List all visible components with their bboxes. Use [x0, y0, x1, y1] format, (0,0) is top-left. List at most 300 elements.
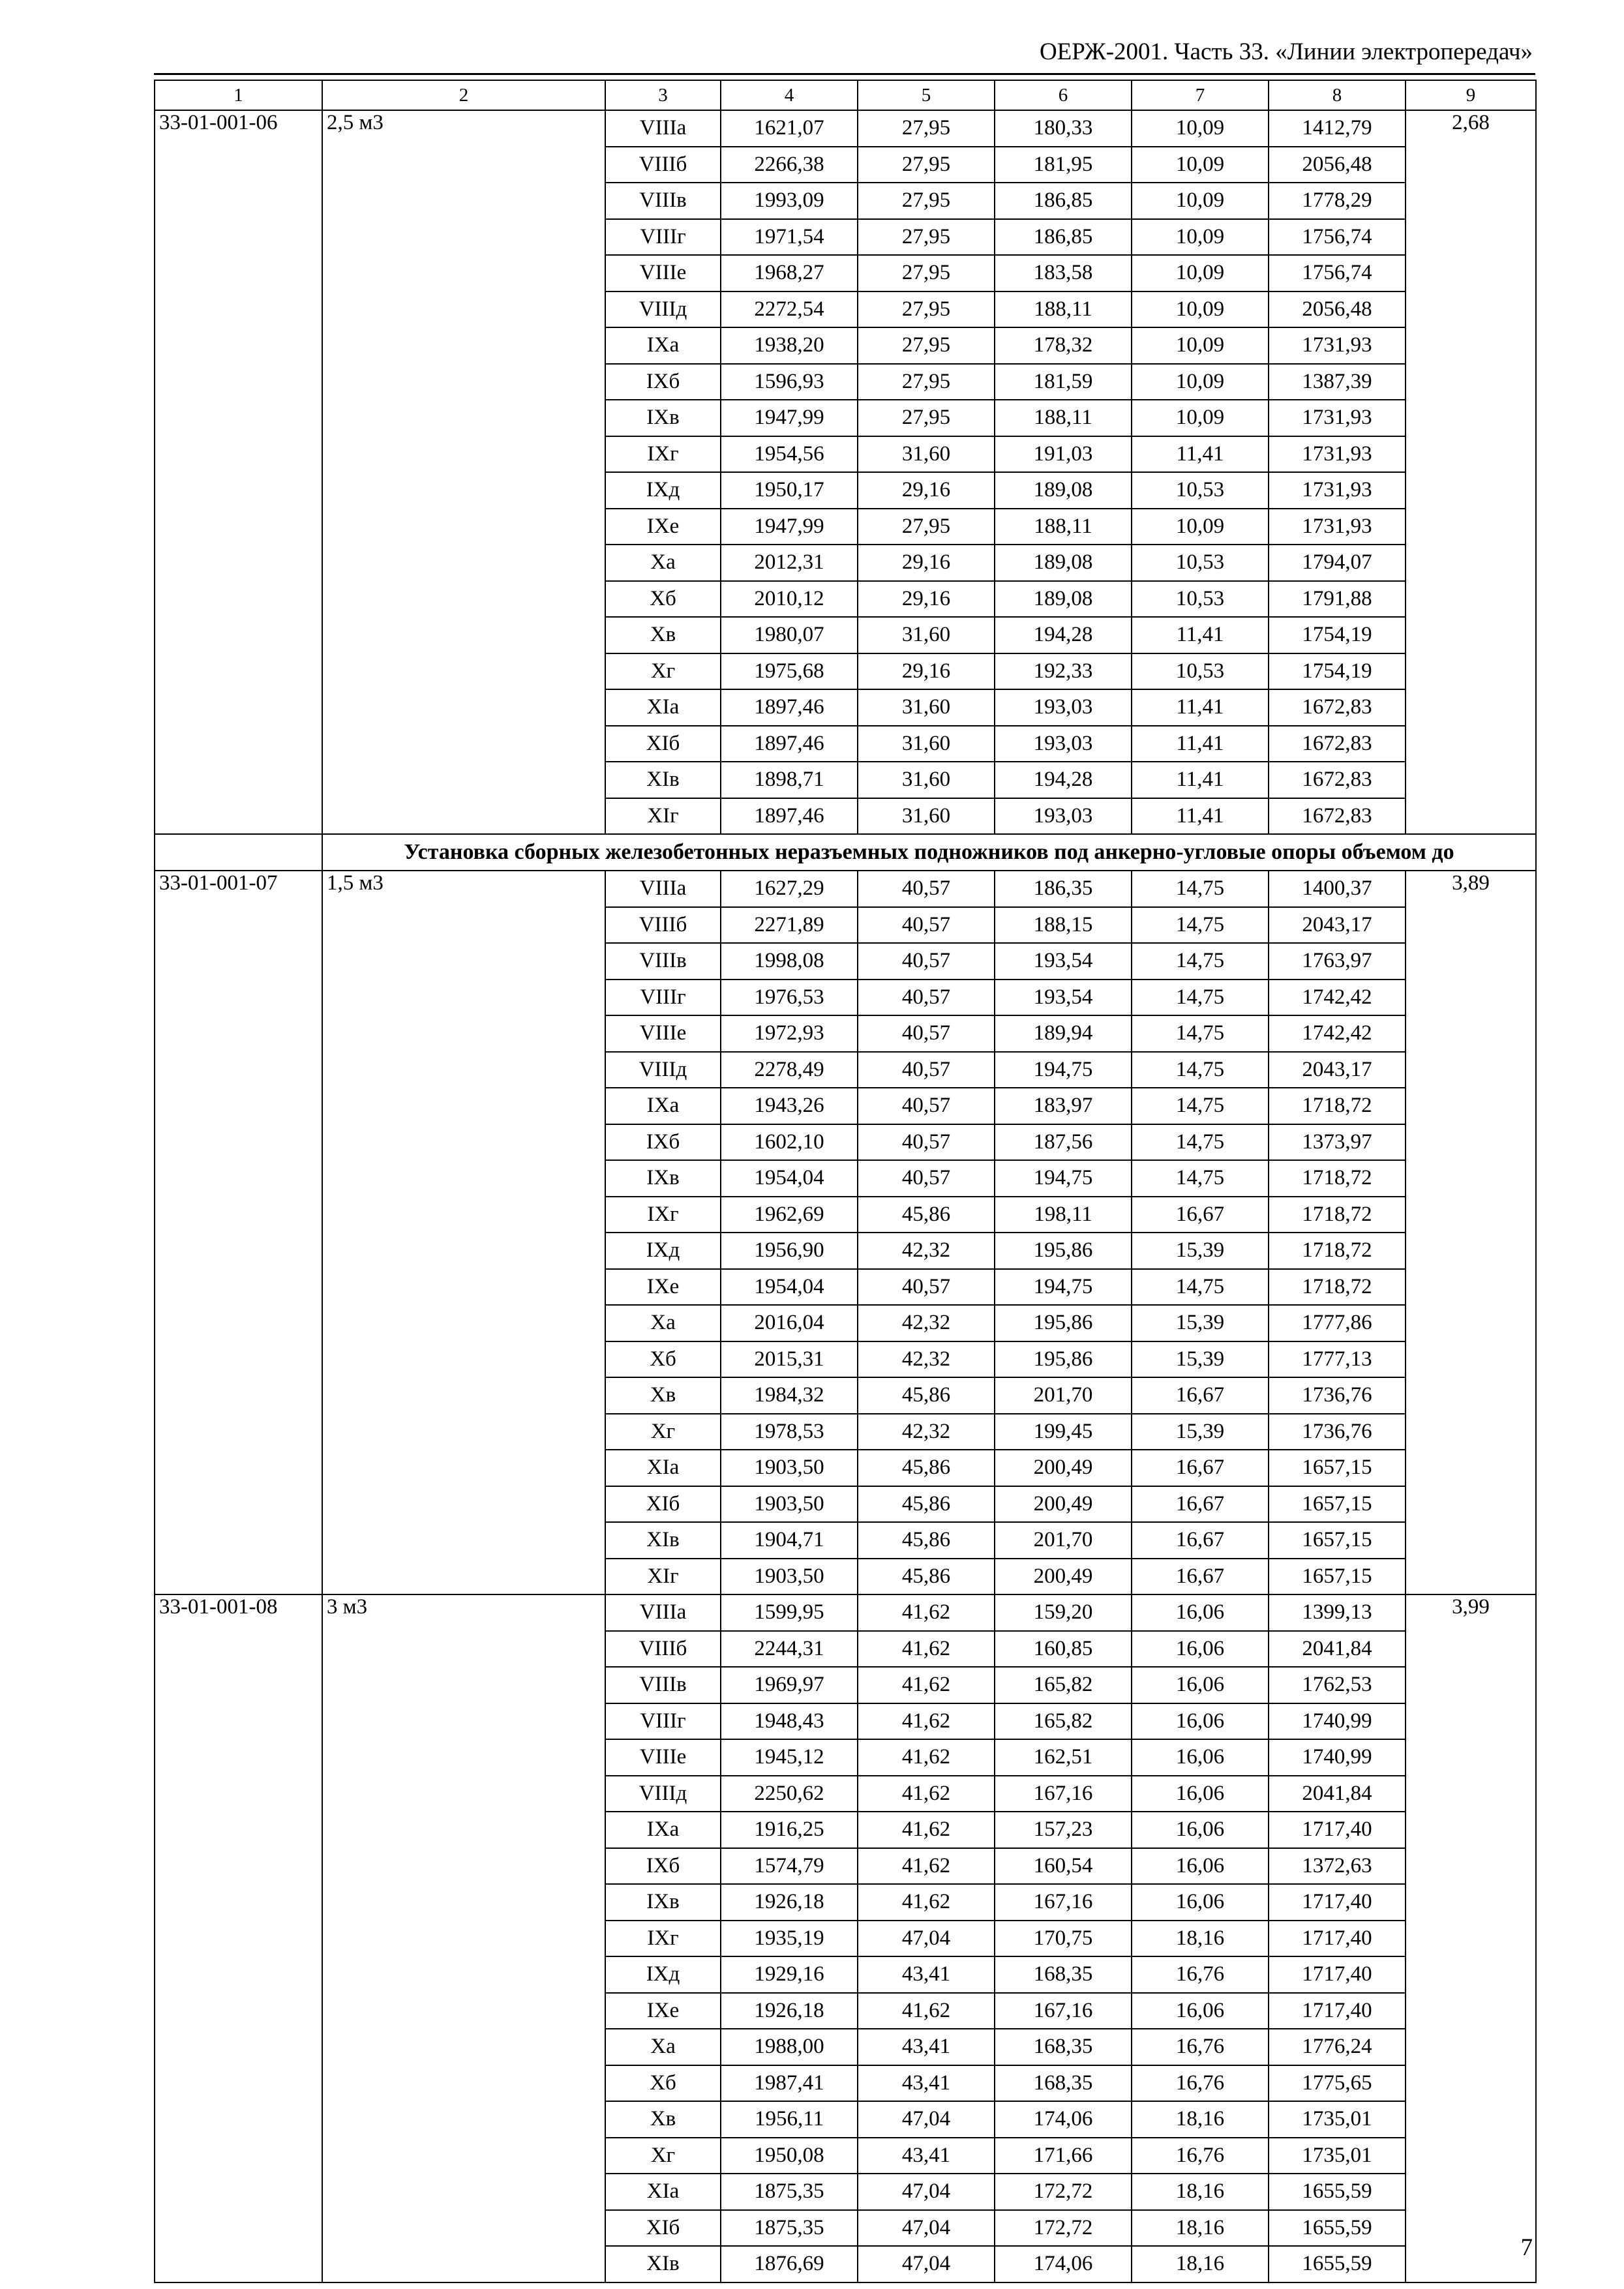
rate-volume: 3 м3: [322, 1594, 605, 2282]
zone-cell: XIб: [605, 2210, 721, 2247]
value-cell: 1574,79: [721, 1848, 858, 1885]
value-cell: 1903,50: [721, 1450, 858, 1486]
value-cell: 1742,42: [1269, 1015, 1406, 1052]
value-cell: 159,20: [995, 1594, 1132, 1631]
zone-cell: XIв: [605, 2246, 721, 2282]
value-cell: 189,08: [995, 581, 1132, 618]
zone-cell: VIIIа: [605, 110, 721, 147]
value-cell: 18,16: [1132, 2174, 1269, 2210]
value-cell: 41,62: [858, 1703, 995, 1740]
value-cell: 40,57: [858, 1052, 995, 1088]
value-cell: 1717,40: [1269, 1956, 1406, 1993]
zone-cell: IXд: [605, 1233, 721, 1269]
column-header: 7: [1132, 80, 1269, 110]
value-cell: 1971,54: [721, 219, 858, 256]
zone-cell: Xв: [605, 617, 721, 653]
value-cell: 40,57: [858, 1015, 995, 1052]
value-cell: 1903,50: [721, 1486, 858, 1523]
value-cell: 1756,74: [1269, 219, 1406, 256]
value-cell: 194,28: [995, 617, 1132, 653]
value-cell: 27,95: [858, 110, 995, 147]
value-cell: 41,62: [858, 1667, 995, 1703]
value-cell: 43,41: [858, 1956, 995, 1993]
value-cell: 162,51: [995, 1739, 1132, 1776]
value-cell: 14,75: [1132, 1269, 1269, 1306]
zone-cell: VIIIа: [605, 1594, 721, 1631]
value-cell: 11,41: [1132, 798, 1269, 835]
value-cell: 1736,76: [1269, 1414, 1406, 1450]
value-cell: 1876,69: [721, 2246, 858, 2282]
value-cell: 16,06: [1132, 1594, 1269, 1631]
value-cell: 16,76: [1132, 2029, 1269, 2065]
value-cell: 11,41: [1132, 762, 1269, 798]
value-cell: 1372,63: [1269, 1848, 1406, 1885]
value-cell: 1399,13: [1269, 1594, 1406, 1631]
value-cell: 16,06: [1132, 1631, 1269, 1668]
value-cell: 47,04: [858, 2101, 995, 2138]
value-cell: 172,72: [995, 2210, 1132, 2247]
value-cell: 47,04: [858, 1921, 995, 1957]
zone-cell: VIIIе: [605, 255, 721, 292]
value-cell: 1962,69: [721, 1197, 858, 1233]
value-cell: 1950,17: [721, 472, 858, 509]
value-cell: 193,54: [995, 980, 1132, 1016]
value-cell: 1775,65: [1269, 2065, 1406, 2102]
value-cell: 16,06: [1132, 1848, 1269, 1885]
value-cell: 41,62: [858, 1594, 995, 1631]
value-cell: 178,32: [995, 327, 1132, 364]
value-cell: 1897,46: [721, 726, 858, 762]
zone-cell: XIа: [605, 1450, 721, 1486]
value-cell: 200,49: [995, 1559, 1132, 1595]
value-cell: 42,32: [858, 1305, 995, 1341]
value-cell: 1926,18: [721, 1993, 858, 2029]
value-cell: 16,06: [1132, 1739, 1269, 1776]
value-cell: 188,11: [995, 292, 1132, 328]
value-cell: 195,86: [995, 1341, 1132, 1378]
value-cell: 1740,99: [1269, 1739, 1406, 1776]
value-cell: 1763,97: [1269, 943, 1406, 980]
value-cell: 31,60: [858, 798, 995, 835]
column-header: 3: [605, 80, 721, 110]
value-cell: 27,95: [858, 147, 995, 183]
zone-cell: IXг: [605, 1921, 721, 1957]
value-cell: 10,53: [1132, 653, 1269, 690]
value-cell: 40,57: [858, 871, 995, 907]
zone-cell: VIIIв: [605, 183, 721, 219]
value-cell: 1718,72: [1269, 1233, 1406, 1269]
column-header: 4: [721, 80, 858, 110]
value-cell: 15,39: [1132, 1233, 1269, 1269]
value-cell: 45,86: [858, 1377, 995, 1414]
value-cell: 1926,18: [721, 1884, 858, 1921]
value-cell: 1627,29: [721, 871, 858, 907]
value-cell: 43,41: [858, 2065, 995, 2102]
value-cell: 43,41: [858, 2029, 995, 2065]
value-cell: 1731,93: [1269, 400, 1406, 436]
value-cell: 2012,31: [721, 545, 858, 581]
value-cell: 45,86: [858, 1486, 995, 1523]
zone-cell: IXг: [605, 436, 721, 473]
value-cell: 2016,04: [721, 1305, 858, 1341]
value-cell: 40,57: [858, 1124, 995, 1161]
value-cell: 174,06: [995, 2246, 1132, 2282]
value-cell: 1717,40: [1269, 1884, 1406, 1921]
value-cell: 40,57: [858, 943, 995, 980]
value-cell: 16,67: [1132, 1377, 1269, 1414]
value-cell: 187,56: [995, 1124, 1132, 1161]
value-cell: 194,28: [995, 762, 1132, 798]
value-cell: 27,95: [858, 327, 995, 364]
value-cell: 16,67: [1132, 1450, 1269, 1486]
value-cell: 1776,24: [1269, 2029, 1406, 2065]
value-cell: 16,67: [1132, 1197, 1269, 1233]
zone-cell: IXв: [605, 400, 721, 436]
zone-cell: IXа: [605, 327, 721, 364]
value-cell: 41,62: [858, 1739, 995, 1776]
value-cell: 193,03: [995, 726, 1132, 762]
value-cell: 1736,76: [1269, 1377, 1406, 1414]
value-cell: 14,75: [1132, 1052, 1269, 1088]
value-cell: 27,95: [858, 183, 995, 219]
value-cell: 16,76: [1132, 1956, 1269, 1993]
value-cell: 2056,48: [1269, 147, 1406, 183]
value-cell: 18,16: [1132, 2101, 1269, 2138]
column-header: 9: [1406, 80, 1536, 110]
value-cell: 1655,59: [1269, 2210, 1406, 2247]
value-cell: 1387,39: [1269, 364, 1406, 400]
value-cell: 191,03: [995, 436, 1132, 473]
value-cell: 31,60: [858, 689, 995, 726]
value-cell: 45,86: [858, 1559, 995, 1595]
zone-cell: IXб: [605, 364, 721, 400]
value-cell: 1947,99: [721, 509, 858, 545]
value-cell: 2010,12: [721, 581, 858, 618]
value-cell: 199,45: [995, 1414, 1132, 1450]
value-cell: 43,41: [858, 2138, 995, 2174]
value-cell: 1718,72: [1269, 1160, 1406, 1197]
value-cell: 47,04: [858, 2174, 995, 2210]
value-cell: 2041,84: [1269, 1776, 1406, 1812]
value-cell: 1898,71: [721, 762, 858, 798]
zone-cell: VIIIе: [605, 1739, 721, 1776]
value-cell: 47,04: [858, 2246, 995, 2282]
value-cell: 1998,08: [721, 943, 858, 980]
value-cell: 189,08: [995, 472, 1132, 509]
value-cell: 194,75: [995, 1052, 1132, 1088]
value-cell: 167,16: [995, 1993, 1132, 2029]
zone-cell: VIIIб: [605, 907, 721, 944]
zone-cell: Xа: [605, 1305, 721, 1341]
value-cell: 41,62: [858, 1776, 995, 1812]
value-cell: 188,15: [995, 907, 1132, 944]
value-cell: 1945,12: [721, 1739, 858, 1776]
value-cell: 29,16: [858, 472, 995, 509]
value-cell: 1718,72: [1269, 1269, 1406, 1306]
value-cell: 1777,86: [1269, 1305, 1406, 1341]
zone-cell: Xб: [605, 2065, 721, 2102]
zone-cell: IXе: [605, 509, 721, 545]
value-cell: 180,33: [995, 110, 1132, 147]
value-cell: 29,16: [858, 545, 995, 581]
value-cell: 1778,29: [1269, 183, 1406, 219]
zone-cell: Xа: [605, 545, 721, 581]
table-row: [155, 1594, 1536, 1631]
value-cell: 10,09: [1132, 509, 1269, 545]
value-cell: 1904,71: [721, 1522, 858, 1559]
value-cell: 18,16: [1132, 2246, 1269, 2282]
value-cell: 16,67: [1132, 1559, 1269, 1595]
value-cell: 1373,97: [1269, 1124, 1406, 1161]
header-divider: [154, 73, 1535, 75]
value-cell: 1672,83: [1269, 689, 1406, 726]
value-cell: 1777,13: [1269, 1341, 1406, 1378]
value-cell: 1731,93: [1269, 327, 1406, 364]
value-cell: 171,66: [995, 2138, 1132, 2174]
value-cell: 47,04: [858, 2210, 995, 2247]
value-cell: 1754,19: [1269, 653, 1406, 690]
value-cell: 1956,90: [721, 1233, 858, 1269]
value-cell: 1968,27: [721, 255, 858, 292]
zone-cell: IXе: [605, 1993, 721, 2029]
value-cell: 195,86: [995, 1233, 1132, 1269]
value-cell: 45,86: [858, 1522, 995, 1559]
value-cell: 10,09: [1132, 219, 1269, 256]
zone-cell: IXд: [605, 1956, 721, 1993]
value-cell: 1735,01: [1269, 2101, 1406, 2138]
value-cell: 1972,93: [721, 1015, 858, 1052]
value-cell: 40,57: [858, 1269, 995, 1306]
value-cell: 167,16: [995, 1776, 1132, 1812]
value-cell: 189,94: [995, 1015, 1132, 1052]
zone-cell: IXг: [605, 1197, 721, 1233]
value-cell: 174,06: [995, 2101, 1132, 2138]
value-cell: 170,75: [995, 1921, 1132, 1957]
value-cell: 10,09: [1132, 147, 1269, 183]
value-cell: 168,35: [995, 1956, 1132, 1993]
value-cell: 1954,56: [721, 436, 858, 473]
value-cell: 1718,72: [1269, 1197, 1406, 1233]
column-header: 8: [1269, 80, 1406, 110]
section-title: Установка сборных железобетонных неразъемных подножников под анкерно-угловые опоры объемом до: [322, 834, 1536, 871]
value-cell: 2043,17: [1269, 1052, 1406, 1088]
zone-cell: Xв: [605, 1377, 721, 1414]
value-cell: 15,39: [1132, 1414, 1269, 1450]
value-cell: 42,32: [858, 1233, 995, 1269]
value-cell: 1718,72: [1269, 1088, 1406, 1124]
value-cell: 27,95: [858, 292, 995, 328]
value-cell: 181,59: [995, 364, 1132, 400]
value-cell: 27,95: [858, 509, 995, 545]
value-cell: 10,09: [1132, 292, 1269, 328]
zone-cell: IXа: [605, 1088, 721, 1124]
value-cell: 16,06: [1132, 1667, 1269, 1703]
column-header-row: [155, 80, 1536, 110]
value-cell: 10,09: [1132, 110, 1269, 147]
value-cell: 1954,04: [721, 1269, 858, 1306]
value-cell: 2266,38: [721, 147, 858, 183]
column-header: 5: [858, 80, 995, 110]
zone-cell: IXе: [605, 1269, 721, 1306]
value-cell: 18,16: [1132, 2210, 1269, 2247]
value-cell: 1956,11: [721, 2101, 858, 2138]
value-cell: 188,11: [995, 400, 1132, 436]
value-cell: 31,60: [858, 726, 995, 762]
page-header-title: ОЕРЖ-2001. Часть 33. «Линии электропередач»: [1039, 38, 1533, 65]
value-cell: 1596,93: [721, 364, 858, 400]
value-cell: 1950,08: [721, 2138, 858, 2174]
value-cell: 41,62: [858, 1812, 995, 1848]
value-cell: 2043,17: [1269, 907, 1406, 944]
value-cell: 181,95: [995, 147, 1132, 183]
value-cell: 1929,16: [721, 1956, 858, 1993]
zone-cell: XIб: [605, 1486, 721, 1523]
zone-cell: XIг: [605, 798, 721, 835]
zone-cell: XIа: [605, 689, 721, 726]
value-cell: 168,35: [995, 2029, 1132, 2065]
value-cell: 1969,97: [721, 1667, 858, 1703]
zone-cell: Xб: [605, 581, 721, 618]
value-cell: 1978,53: [721, 1414, 858, 1450]
value-cell: 186,85: [995, 219, 1132, 256]
value-cell: 200,49: [995, 1486, 1132, 1523]
value-cell: 1717,40: [1269, 1921, 1406, 1957]
table-row: [155, 110, 1536, 147]
value-cell: 42,32: [858, 1341, 995, 1378]
value-cell: 2056,48: [1269, 292, 1406, 328]
value-cell: 172,72: [995, 2174, 1132, 2210]
value-cell: 1791,88: [1269, 581, 1406, 618]
value-cell: 18,16: [1132, 1921, 1269, 1957]
zone-cell: IXв: [605, 1160, 721, 1197]
value-cell: 1976,53: [721, 980, 858, 1016]
value-cell: 195,86: [995, 1305, 1132, 1341]
value-cell: 1731,93: [1269, 436, 1406, 473]
zone-cell: XIб: [605, 726, 721, 762]
value-cell: 16,67: [1132, 1486, 1269, 1523]
value-cell: 1980,07: [721, 617, 858, 653]
value-cell: 14,75: [1132, 1124, 1269, 1161]
zone-cell: Xг: [605, 2138, 721, 2174]
value-cell: 186,35: [995, 871, 1132, 907]
zone-cell: Xг: [605, 1414, 721, 1450]
zone-cell: VIIIв: [605, 1667, 721, 1703]
value-cell: 1897,46: [721, 798, 858, 835]
value-cell: 1754,19: [1269, 617, 1406, 653]
value-cell: 1717,40: [1269, 1812, 1406, 1848]
value-cell: 1742,42: [1269, 980, 1406, 1016]
rate-code: 33-01-001-06: [155, 110, 322, 834]
value-cell: 10,09: [1132, 327, 1269, 364]
labor-value: 2,68: [1406, 110, 1536, 834]
value-cell: 1731,93: [1269, 472, 1406, 509]
zone-cell: VIIIб: [605, 1631, 721, 1668]
value-cell: 10,09: [1132, 364, 1269, 400]
value-cell: 1621,07: [721, 110, 858, 147]
zone-cell: IXд: [605, 472, 721, 509]
zone-cell: Xв: [605, 2101, 721, 2138]
value-cell: 29,16: [858, 653, 995, 690]
value-cell: 200,49: [995, 1450, 1132, 1486]
zone-cell: XIв: [605, 762, 721, 798]
value-cell: 16,67: [1132, 1522, 1269, 1559]
value-cell: 11,41: [1132, 689, 1269, 726]
zone-cell: IXв: [605, 1884, 721, 1921]
value-cell: 10,53: [1132, 545, 1269, 581]
value-cell: 10,53: [1132, 581, 1269, 618]
value-cell: 1954,04: [721, 1160, 858, 1197]
value-cell: 15,39: [1132, 1341, 1269, 1378]
zone-cell: VIIIд: [605, 1776, 721, 1812]
zone-cell: VIIIа: [605, 871, 721, 907]
value-cell: 1400,37: [1269, 871, 1406, 907]
value-cell: 14,75: [1132, 943, 1269, 980]
value-cell: 14,75: [1132, 1015, 1269, 1052]
value-cell: 183,58: [995, 255, 1132, 292]
value-cell: 41,62: [858, 1993, 995, 2029]
value-cell: 40,57: [858, 980, 995, 1016]
value-cell: 1599,95: [721, 1594, 858, 1631]
value-cell: 1762,53: [1269, 1667, 1406, 1703]
value-cell: 1657,15: [1269, 1559, 1406, 1595]
value-cell: 11,41: [1132, 726, 1269, 762]
value-cell: 1602,10: [721, 1124, 858, 1161]
value-cell: 1717,40: [1269, 1993, 1406, 2029]
value-cell: 1948,43: [721, 1703, 858, 1740]
value-cell: 1975,68: [721, 653, 858, 690]
value-cell: 1897,46: [721, 689, 858, 726]
zone-cell: Xа: [605, 2029, 721, 2065]
value-cell: 41,62: [858, 1631, 995, 1668]
value-cell: 14,75: [1132, 980, 1269, 1016]
value-cell: 1935,19: [721, 1921, 858, 1957]
value-cell: 1731,93: [1269, 509, 1406, 545]
value-cell: 27,95: [858, 255, 995, 292]
value-cell: 40,57: [858, 907, 995, 944]
table-row: [155, 871, 1536, 907]
value-cell: 1655,59: [1269, 2174, 1406, 2210]
value-cell: 27,95: [858, 219, 995, 256]
value-cell: 40,57: [858, 1160, 995, 1197]
value-cell: 1756,74: [1269, 255, 1406, 292]
zone-cell: VIIIе: [605, 1015, 721, 1052]
value-cell: 1672,83: [1269, 798, 1406, 835]
zone-cell: VIIIб: [605, 147, 721, 183]
value-cell: 42,32: [858, 1414, 995, 1450]
value-cell: 27,95: [858, 400, 995, 436]
value-cell: 41,62: [858, 1848, 995, 1885]
value-cell: 16,06: [1132, 1703, 1269, 1740]
value-cell: 40,57: [858, 1088, 995, 1124]
value-cell: 29,16: [858, 581, 995, 618]
value-cell: 183,97: [995, 1088, 1132, 1124]
value-cell: 1672,83: [1269, 762, 1406, 798]
value-cell: 194,75: [995, 1269, 1132, 1306]
value-cell: 1988,00: [721, 2029, 858, 2065]
value-cell: 11,41: [1132, 436, 1269, 473]
value-cell: 41,62: [858, 1884, 995, 1921]
value-cell: 2271,89: [721, 907, 858, 944]
rate-volume: 1,5 м3: [322, 871, 605, 1594]
value-cell: 10,53: [1132, 472, 1269, 509]
value-cell: 1875,35: [721, 2174, 858, 2210]
value-cell: 189,08: [995, 545, 1132, 581]
zone-cell: VIIIв: [605, 943, 721, 980]
value-cell: 45,86: [858, 1197, 995, 1233]
zone-cell: VIIIд: [605, 1052, 721, 1088]
rate-code: 33-01-001-08: [155, 1594, 322, 2282]
value-cell: 45,86: [858, 1450, 995, 1486]
